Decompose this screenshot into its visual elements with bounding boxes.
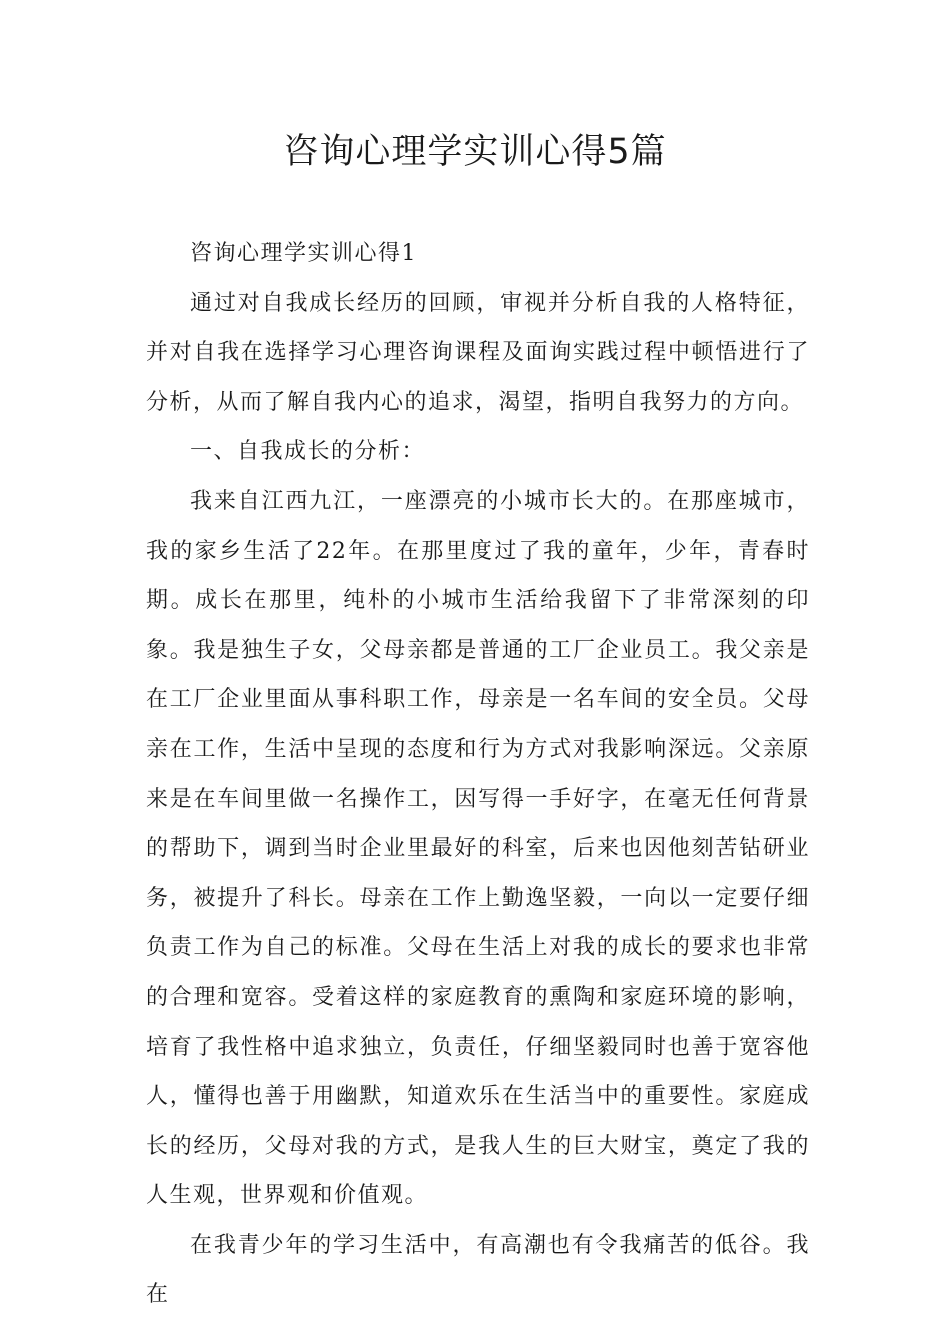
paragraph: 我来自江西九江，一座漂亮的小城市长大的。在那座城市，我的家乡生活了22年。在那里度过了我的童年，少年，青春时期。成长在那里，纯朴的小城市生活给我留下了非常深刻的印象。我是独生子女，父母亲都是普通的工厂企业员工。我父亲是在工厂企业里面从事科职工作，母亲是一名车间的安全员。父母亲在工作，生活中呈现的态度和行为方式对我影响深远。父亲原来是在车间里做一名操作工，因写得一手好字，在毫无任何背景的帮助下，调到当时企业里最好的科室，后来也因他刻苦钻研业务，被提升了科长。母亲在工作上勤逸坚毅，一向以一定要仔细负责工作为自己的标准。父母在生活上对我的成长的要求也非常的合理和宽容。受着这样的家庭教育的熏陶和家庭环境的影响，培育了我性格中追求独立，负责任，仔细坚毅同时也善于宽容他人，懂得也善于用幽默，知道欢乐在生活当中的重要性。家庭成长的经历，父母对我的方式，是我人生的巨大财宝，奠定了我的人生观，世界观和价值观。 [146, 488, 810, 1209]
document-body [146, 229, 810, 1320]
section-heading: 咨询心理学实训心得1 [190, 241, 417, 266]
document-title: 咨询心理学实训心得5篇 [283, 132, 667, 172]
paragraph: 在我青少年的学习生活中，有高潮也有令我痛苦的低谷。我在 [146, 1232, 810, 1308]
subsection-heading: 一、自我成长的分析： [190, 439, 426, 465]
paragraph: 通过对自我成长经历的回顾，审视并分析自我的人格特征，并对自我在选择学习心理咨询课程及面询实践过程中顿悟进行了分析，从而了解自我内心的追求，渴望，指明自我努力的方向。 [146, 290, 810, 415]
